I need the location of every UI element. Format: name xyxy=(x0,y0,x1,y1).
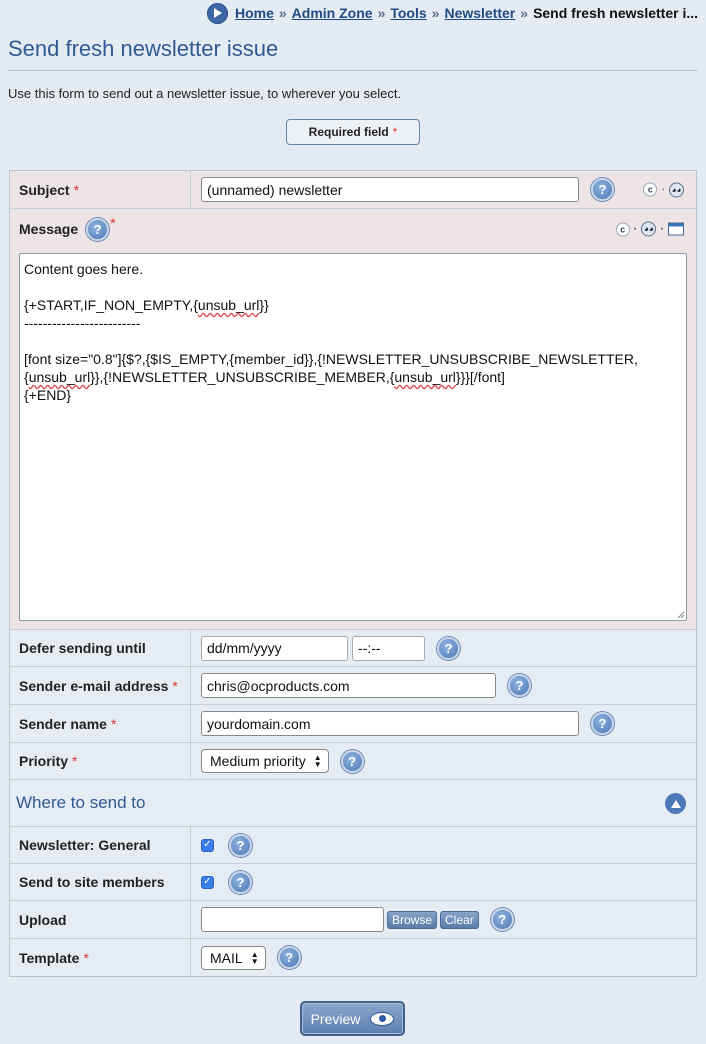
where-to-send-section xyxy=(10,780,696,827)
upload-label: Upload xyxy=(10,901,191,938)
resize-handle-icon[interactable] xyxy=(677,611,685,619)
message-header xyxy=(10,209,696,249)
breadcrumb-separator: » xyxy=(377,5,386,21)
message-label: Message xyxy=(19,221,79,237)
message-toolbar xyxy=(616,222,684,237)
breadcrumb-home[interactable]: Home xyxy=(234,5,274,21)
message-line-4: [font size="0.8"]{$?,{$IS_EMPTY,{member_id}},{!NEWSLETTER_UNSUBSCRIBE_NEWSLETTER, xyxy=(24,351,638,367)
select-arrows-icon: ▲ ▼ xyxy=(250,949,259,966)
required-field-label: Required field xyxy=(308,125,389,139)
sender-name-row xyxy=(10,705,696,743)
wysiwyg-window-icon[interactable] xyxy=(668,223,684,236)
help-icon[interactable]: ? xyxy=(229,834,252,857)
sender-name-input[interactable]: yourdomain.com xyxy=(201,711,579,736)
section-title: Where to send to xyxy=(16,793,146,812)
eye-icon xyxy=(370,1012,394,1026)
subject-field-cell xyxy=(191,177,696,202)
breadcrumb xyxy=(207,2,698,24)
help-icon[interactable]: ? xyxy=(278,946,301,969)
upload-row xyxy=(10,901,696,939)
message-textarea[interactable] xyxy=(19,253,687,621)
collapse-up-icon[interactable] xyxy=(665,793,686,814)
sender-email-field-cell xyxy=(191,673,696,698)
sender-email-label-cell xyxy=(10,667,191,704)
message-line-5: {unsub_url}},{!NEWSLETTER_UNSUBSCRIBE_MEMBER,{unsub_url}}}[/font] xyxy=(24,369,505,385)
sender-email-input[interactable]: chris@ocproducts.com xyxy=(201,673,496,698)
newsletter-general-label: Newsletter: General xyxy=(10,827,191,863)
subject-row xyxy=(10,171,696,209)
template-row xyxy=(10,939,696,976)
upload-field-cell xyxy=(191,907,696,932)
message-line-3: ------------------------- xyxy=(24,315,141,331)
subject-label: Subject xyxy=(19,181,70,198)
toolbar-dot: · xyxy=(661,183,665,196)
breadcrumb-separator: » xyxy=(520,5,529,21)
required-star: * xyxy=(110,215,116,231)
subject-input[interactable]: (unnamed) newsletter xyxy=(201,177,579,202)
defer-date-input[interactable]: dd/mm/yyyy xyxy=(201,636,348,661)
required-star: * xyxy=(72,753,78,769)
subject-label-cell xyxy=(10,171,191,208)
required-star: * xyxy=(73,181,80,198)
priority-selected-value: Medium priority xyxy=(210,753,306,769)
page-title: Send fresh newsletter issue xyxy=(8,36,698,71)
upload-file-input[interactable] xyxy=(201,907,384,932)
defer-time-input[interactable]: --:-- xyxy=(352,636,425,661)
breadcrumb-tools[interactable]: Tools xyxy=(390,5,427,21)
required-star: * xyxy=(83,949,89,966)
message-line-1: Content goes here. xyxy=(24,261,144,277)
priority-row xyxy=(10,743,696,780)
sender-email-row xyxy=(10,667,696,705)
sender-name-field-cell xyxy=(191,711,696,736)
required-field-legend xyxy=(286,119,420,145)
browse-button[interactable]: Browse xyxy=(387,911,437,929)
newsletter-form xyxy=(9,170,697,977)
required-star: * xyxy=(110,715,117,732)
help-icon[interactable]: ? xyxy=(591,712,614,735)
help-icon[interactable]: ? xyxy=(86,218,109,241)
preview-button[interactable] xyxy=(300,1001,405,1036)
message-body-cell xyxy=(10,249,696,630)
defer-row xyxy=(10,630,696,667)
required-star: * xyxy=(172,677,178,694)
sender-name-label-cell xyxy=(10,705,191,742)
help-icon[interactable]: ? xyxy=(341,750,364,773)
site-members-label: Send to site members xyxy=(10,864,191,900)
breadcrumb-separator: » xyxy=(278,5,287,21)
required-star: * xyxy=(392,125,398,139)
newsletter-general-row xyxy=(10,827,696,864)
intro-text: Use this form to send out a newsletter issue, to wherever you select. xyxy=(8,86,402,101)
emoticon-icon[interactable]: ◕◕ xyxy=(641,222,656,237)
template-field-cell xyxy=(191,946,696,970)
sender-name-label: Sender name xyxy=(19,715,107,732)
newsletter-general-checkbox[interactable]: ✓ xyxy=(201,839,214,852)
help-icon[interactable]: ? xyxy=(508,674,531,697)
priority-label: Priority xyxy=(19,753,69,769)
preview-label: Preview xyxy=(310,1010,361,1027)
help-icon[interactable]: ? xyxy=(437,637,460,660)
select-arrows-icon: ▲ ▼ xyxy=(313,753,322,769)
help-icon[interactable]: ? xyxy=(591,178,614,201)
subject-toolbar xyxy=(643,182,684,197)
message-line-6: {+END} xyxy=(24,387,72,403)
comcode-icon[interactable]: c xyxy=(643,183,657,197)
defer-label: Defer sending until xyxy=(10,630,191,666)
site-members-field-cell xyxy=(191,871,696,894)
template-label: Template xyxy=(19,949,80,966)
clear-button[interactable]: Clear xyxy=(440,911,479,929)
help-icon[interactable]: ? xyxy=(229,871,252,894)
breadcrumb-newsletter[interactable]: Newsletter xyxy=(444,5,516,21)
toolbar-dot: · xyxy=(633,223,638,235)
help-icon[interactable]: ? xyxy=(491,908,514,931)
toolbar-dot: · xyxy=(660,223,664,235)
site-members-row xyxy=(10,864,696,901)
priority-label-cell xyxy=(10,743,191,779)
template-label-cell xyxy=(10,939,191,976)
defer-field-cell xyxy=(191,636,696,661)
breadcrumb-current: Send fresh newsletter i... xyxy=(533,5,698,21)
newsletter-general-field-cell xyxy=(191,834,696,857)
template-selected-value: MAIL xyxy=(210,949,243,966)
play-icon xyxy=(207,3,228,24)
comcode-icon[interactable]: c xyxy=(616,222,630,236)
site-members-checkbox[interactable]: ✓ xyxy=(201,876,214,889)
breadcrumb-separator: » xyxy=(431,5,440,21)
sender-email-label: Sender e-mail address xyxy=(19,677,169,694)
message-line-2: {+START,IF_NON_EMPTY,{unsub_url}} xyxy=(24,297,269,313)
priority-field-cell xyxy=(191,749,696,773)
priority-select[interactable] xyxy=(201,749,329,773)
template-select[interactable] xyxy=(201,946,266,970)
breadcrumb-admin-zone[interactable]: Admin Zone xyxy=(291,5,373,21)
emoticon-icon[interactable]: ◕◕ xyxy=(669,182,684,197)
